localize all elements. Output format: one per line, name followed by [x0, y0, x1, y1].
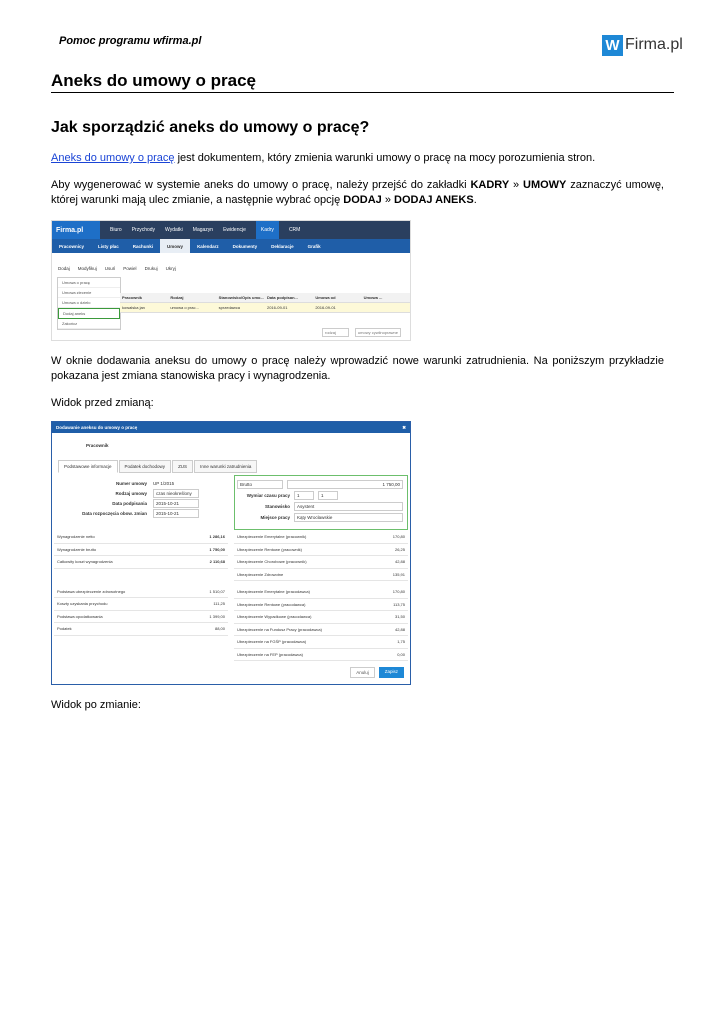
row-label: Ubezpieczenie na FGŚP (pracodawca): [237, 639, 307, 645]
tab-zus[interactable]: ZUS: [172, 460, 193, 473]
brand: Firma.pl: [52, 221, 100, 239]
row-label: Podatek: [57, 626, 72, 632]
table-row: [54, 623, 228, 636]
row-label: Ubezpieczenie Rentowe (pracownik): [237, 546, 302, 552]
table-row: [54, 611, 228, 624]
field-label: Data podpisania: [112, 500, 147, 506]
title-divider: [51, 92, 674, 93]
row-value: 42,88: [394, 559, 405, 565]
dialog-title: Dodawanie aneksu do umowy o pracę: [56, 425, 138, 430]
help-header-title: Pomoc programu wfirma.pl: [59, 35, 202, 47]
row-value: 1 399,00: [209, 613, 225, 619]
bold-dodaj-aneks: DODAJ ANEKS: [394, 194, 474, 206]
field-label: Wymiar czasu pracy: [246, 493, 290, 498]
top-menu: [52, 221, 410, 239]
cell: 2016-09-01: [315, 305, 336, 310]
table-row: [234, 636, 408, 649]
bold-umowy: UMOWY: [523, 179, 567, 191]
row-label: Ubezpieczenie Chorobowe (pracownik): [237, 559, 307, 565]
screenshot-umowy: [51, 220, 411, 341]
row-label: Ubezpieczenie na Fundusz Pracy (pracodawca): [237, 626, 322, 632]
table-row: [234, 586, 408, 599]
contributions-summary: [234, 531, 408, 661]
table-row: [54, 556, 228, 569]
bold-dodaj: DODAJ: [343, 194, 382, 206]
field-label: Rodzaj umowy: [115, 490, 147, 496]
table-row: [54, 598, 228, 611]
table-row: [234, 531, 408, 544]
row-label: Wynagrodzenie brutto: [57, 546, 97, 552]
data-rozpoczecia-input[interactable]: 2015-10-21: [153, 509, 199, 518]
row-label: Koszty uzyskania przychodu: [57, 601, 108, 607]
row-value: 111,25: [213, 601, 225, 607]
sub-menu: [52, 239, 410, 253]
form-left: [62, 478, 232, 518]
section-heading: Jak sporządzić aneks do umowy o pracę?: [51, 119, 370, 136]
menu-wydatki[interactable]: Wydatki: [165, 227, 183, 233]
table-row: [234, 556, 408, 569]
cell: sprzedawca: [218, 305, 240, 310]
row-value: 0,00: [397, 651, 405, 657]
table-row: [234, 599, 408, 612]
row-label: Ubezpieczenie na FEP (pracodawca): [237, 651, 303, 657]
tab-kalendarz[interactable]: Kalendarz: [197, 243, 219, 249]
col-header[interactable]: Pracownik: [122, 295, 143, 300]
row-value: 135,91: [392, 571, 405, 577]
drukuj-button[interactable]: Drukuj: [144, 266, 158, 271]
wymiar-licznik-input[interactable]: 1: [294, 491, 314, 500]
bold-kadry: KADRY: [470, 179, 510, 191]
brutto-select[interactable]: Brutto: [237, 480, 283, 489]
table-row: [234, 544, 408, 557]
menu-umowa-o-prace[interactable]: Umowa o pracę: [58, 278, 120, 288]
row-label: Podstawa ubezpieczenie zdrowotnego: [57, 588, 126, 594]
menu-magazyn[interactable]: Magazyn: [192, 227, 214, 233]
close-icon[interactable]: ✖: [402, 424, 406, 430]
usun-button[interactable]: Usuń: [104, 266, 116, 271]
menu-umowa-zlecenie[interactable]: Umowa zlecenie: [58, 288, 120, 298]
row-label: Ubezpieczenie Emerytalne (pracodawca): [237, 589, 310, 595]
table-row: [234, 569, 408, 582]
cancel-button[interactable]: Anuluj: [350, 667, 375, 678]
menu-przychody[interactable]: Przychody: [131, 227, 156, 233]
row-value: 88,00: [214, 626, 225, 632]
modyfikuj-button[interactable]: Modyfikuj: [77, 266, 97, 271]
table-footer: [322, 328, 401, 337]
field-label: Stanowisko: [264, 504, 290, 509]
separator: »: [381, 194, 395, 206]
tab-grafik[interactable]: Grafik: [307, 243, 321, 249]
miejsce-pracy-input[interactable]: Kąty Wrocławskie: [294, 513, 403, 522]
cell: 2016-09-01: [266, 305, 288, 310]
field-label: Miejsce pracy: [260, 515, 290, 520]
row-value: 26,25: [394, 546, 405, 552]
cell: kowalska jan: [122, 305, 145, 310]
row-value: 1 510,07: [209, 588, 225, 594]
rodzaj-select[interactable]: rodzaj: [322, 328, 349, 337]
row-label: Podstawa opodatkowania: [57, 613, 103, 619]
text: Aby wygenerować w systemie aneks do umowy o pracę, należy przejść do zakładki: [51, 179, 471, 191]
table-header: [120, 293, 410, 303]
wymiar-mianownik-input[interactable]: 1: [318, 491, 338, 500]
aneks-link[interactable]: Aneks do umowy o pracę: [51, 152, 175, 164]
table-row[interactable]: [120, 303, 410, 313]
table-row: [54, 544, 228, 557]
tab-listy-plac[interactable]: Listy płac: [98, 243, 119, 249]
col-header[interactable]: Umowa od: [315, 295, 336, 300]
form-right: [234, 475, 408, 530]
menu-umowa-o-dzielo[interactable]: Umowa o dzieło: [58, 298, 120, 308]
dialog-tabs: [58, 460, 258, 473]
pracownik-label: Pracownik: [86, 443, 109, 448]
wfirma-logo: [602, 34, 683, 56]
menu-dodaj-aneks[interactable]: Dodaj aneks: [58, 308, 120, 319]
dodaj-dropdown: [57, 277, 121, 330]
intro-rest: jest dokumentem, który zmienia warunki umowy o pracę na mocy porozumienia stron.: [174, 152, 596, 164]
menu-zakoncz[interactable]: Zakończ: [58, 319, 120, 329]
wynagrodzenie-input[interactable]: 1 750,00: [287, 480, 403, 489]
tab-podatek[interactable]: Podatek dochodowy: [119, 460, 172, 473]
screenshot-aneks-form: [51, 421, 411, 685]
save-button[interactable]: Zapisz: [379, 667, 404, 678]
tab-podstawowe[interactable]: Podstawowe informacje: [58, 460, 118, 473]
data-podpisania-input[interactable]: 2015-10-21: [153, 499, 199, 508]
row-value: 1,75: [397, 639, 405, 645]
rodzaj-umowy-select[interactable]: czas nieokreślony: [153, 489, 199, 498]
intro-paragraph: [51, 151, 664, 166]
row-value: 31,50: [394, 614, 405, 620]
logo-mark: W: [602, 35, 623, 56]
row-label: Całkowity koszt wynagrodzenia: [57, 559, 113, 565]
tab-pracownicy[interactable]: Pracownicy: [59, 243, 85, 249]
tab-rachunki[interactable]: Rachunki: [132, 243, 154, 249]
after-label: Widok po zmianie:: [51, 699, 141, 711]
row-value: 170,80: [392, 589, 405, 595]
tab-inne[interactable]: Inne warunki zatrudnienia: [194, 460, 257, 473]
col-header[interactable]: Data podpisan...: [266, 295, 298, 300]
ukryj-button[interactable]: Ukryj: [165, 266, 176, 271]
salary-summary: [54, 531, 228, 636]
text: zaznaczyć umowę, której warunki mają ulec zmianie, a następnie wybrać opcję: [51, 179, 664, 206]
table-row: [234, 649, 408, 662]
row-label: Ubezpieczenie Emerytalne (pracownik): [237, 534, 307, 540]
logo-text: Firma.pl: [625, 36, 683, 53]
field-label: Data rozpoczęcia obow. zmian: [82, 510, 147, 516]
menu-crm[interactable]: CRM: [288, 227, 301, 233]
tab-deklaracje[interactable]: Deklaracje: [271, 243, 294, 249]
numer-umowy-value: UP 1/2015: [153, 480, 175, 486]
menu-ewidencje[interactable]: Ewidencje: [223, 227, 246, 233]
col-header[interactable]: Stanowisko/Opis umo...: [218, 295, 264, 300]
row-value: 113,75: [393, 601, 405, 607]
table-row: [234, 611, 408, 624]
row-label: Ubezpieczenie Wypadkowe (pracodawca): [237, 614, 312, 620]
dialog-titlebar: [52, 422, 410, 433]
row-value: 170,80: [392, 534, 405, 540]
row-label: Wynagrodzenie netto: [57, 534, 95, 540]
contracts-table: [120, 293, 410, 313]
row-value: 1 286,16: [209, 534, 225, 540]
text: .: [473, 194, 477, 206]
cell: umowa o prac...: [170, 305, 199, 310]
stanowisko-input[interactable]: Asystent: [294, 502, 403, 511]
row-value: 1 750,00: [209, 546, 225, 552]
toolbar: [58, 266, 176, 271]
typ-select[interactable]: umowy cywilnoprawne: [355, 328, 401, 337]
separator: »: [509, 179, 524, 191]
instructions-paragraph: [51, 178, 664, 208]
row-value: 42,88: [394, 626, 405, 632]
row-value: 2 110,68: [209, 559, 225, 565]
page-title: Aneks do umowy o pracę: [51, 71, 256, 90]
window-paragraph: W oknie dodawania aneksu do umowy o pracę należy wprowadzić nowe warunki zatrudnienia. Na poniższym przykładzie pokazana jest zmiana stanowiska pracy i wynagrodzenia.: [51, 355, 664, 382]
col-header[interactable]: Rodzaj: [170, 295, 184, 300]
table-row: [54, 586, 228, 599]
menu-biuro[interactable]: Biuro: [110, 227, 122, 233]
field-label: Numer umowy: [115, 480, 147, 486]
tab-dokumenty[interactable]: Dokumenty: [232, 243, 258, 249]
dialog-buttons: [350, 667, 404, 678]
tab-umowy[interactable]: Umowy: [160, 239, 190, 253]
dodaj-button[interactable]: Dodaj: [58, 266, 70, 271]
menu-kadry[interactable]: Kadry: [256, 221, 279, 239]
table-row: [54, 531, 228, 544]
powiel-button[interactable]: Powiel: [123, 266, 137, 271]
before-label: Widok przed zmianą:: [51, 397, 154, 409]
col-header[interactable]: Umowa ...: [363, 295, 383, 300]
row-label: Ubezpieczenie Zdrowotne: [237, 571, 284, 577]
row-label: Ubezpieczenie Rentowe (pracodawca): [237, 601, 306, 607]
table-row: [234, 624, 408, 637]
